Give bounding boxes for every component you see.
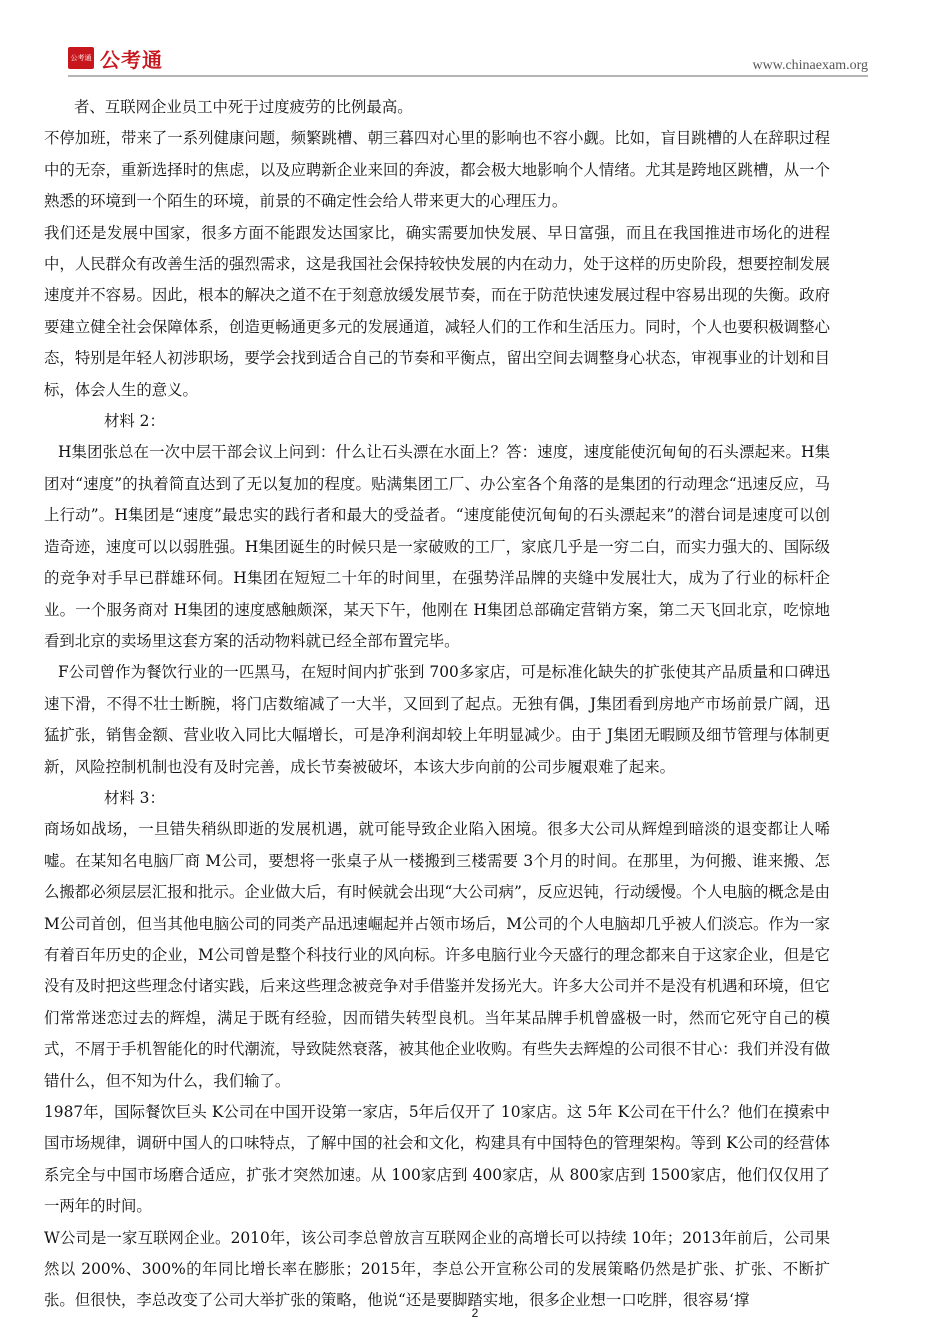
- header-divider: [68, 75, 868, 77]
- page-number: 2: [471, 1306, 479, 1320]
- brand-logo: [68, 46, 163, 70]
- paragraph-7: 1987年，国际餐饮巨头 K公司在中国开设第一家店，5年后仅开了 10家店。这 5年 K公司在干什么？他们在摸索中国市场规律，调研中国人的口味特点，了解中国的社会和文化，构建具有中国特色的管理架构。等到 K公司的经营体系完全与中国市场磨合适应，扩张才突然加速。从 100家店到 400家店，从 800家店到 1500家店，他们仅仅用了一两年的时间。: [44, 1103, 830, 1216]
- paragraph-6: 商场如战场，一旦错失稍纵即逝的发展机遇，就可能导致企业陷入困境。很多大公司从辉煌到暗淡的退变都让人唏嘘。在某知名电脑厂商 M公司，要想将一张桌子从一楼搬到三楼需要 3个月的时间。在那里，为何搬、谁来搬、怎么搬都必须层层汇报和批示。企业做大后，有时候就会出现“大公司病”，反应迟钝，行动缓慢。个人电脑的概念是由 M公司首创，但当其他电脑公司的同类产品迅速崛起并占领市场后，M公司的个人电脑却几乎被人们淡忘。作为一家有着百年历史的企业，M公司曾是整个科技行业的风向标。许多电脑行业今天盛行的理念都来自于这家企业，但是它没有及时把这些理念付诸实践，后来这些理念被竞争对手借鉴并发扬光大。许多大公司并不是没有机遇和环境，但它们常常迷恋过去的辉煌，满足于既有经验，因而错失转型良机。当年某品牌手机曾盛极一时，然而它死守自己的模式，不屑于手机智能化的时代潮流，导致陡然衰落，被其他企业收购。有些失去辉煌的公司很不甘心：我们并没有做错什么，但不知为什么，我们输了。: [44, 820, 830, 1090]
- paragraph-4: H集团张总在一次中层干部会议上问到：什么让石头漂在水面上？答：速度，速度能使沉甸甸的石头漂起来。H集团对“速度”的执着简直达到了无以复加的程度。贴满集团工厂、办公室各个角落的是集团的行动理念“迅速反应，马上行动”。H集团是“速度”最忠实的践行者和最大的受益者。“速度能使沉甸甸的石头漂起来”的潜台词是速度可以创造奇迹，速度可以以弱胜强。H集团诞生的时候只是一家破败的工厂，家底几乎是一穷二白，而实力强大的、国际级的竞争对手早已群雄环伺。H集团在短短二十年的时间里，在强势洋品牌的夹缝中发展壮大，成为了行业的标杆企业。一个服务商对 H集团的速度感触颇深，某天下午，他刚在 H集团总部确定营销方案，第二天飞回北京，吃惊地看到北京的卖场里这套方案的活动物料就已经全部布置完毕。: [44, 443, 830, 650]
- paragraph-5: F公司曾作为餐饮行业的一匹黑马，在短时间内扩张到 700多家店，可是标准化缺失的扩张使其产品质量和口碑迅速下滑，不得不壮士断腕，将门店数缩减了一大半，又回到了起点。无独有偶，J集团看到房地产市场前景广阔，迅猛扩张，销售金额、营业收入同比大幅增长，可是净利润却较上年明显减少。由于 J集团无暇顾及细节管理与体制更新，风险控制机制也没有及时完善，成长节奏被破坏，本该大步向前的公司步履艰难了起来。: [44, 663, 830, 776]
- logo-text: 公考通: [100, 47, 163, 72]
- logo-badge-icon: 公考通: [68, 47, 94, 69]
- document-body: [44, 92, 830, 1317]
- paragraph-3: 我们还是发展中国家，很多方面不能跟发达国家比，确实需要加快发展、早日富强，而且在我国推进市场化的进程中，人民群众有改善生活的强烈需求，这是我国社会保持较快发展的内在动力，处于这样的历史阶段，想要控制发展速度并不容易。因此，根本的解决之道不在于刻意放缓发展节奏，而在于防范快速发展过程中容易出现的失衡。政府要建立健全社会保障体系，创造更畅通更多元的发展通道，减轻人们的工作和生活压力。同时，个人也要积极调整心态，特别是年轻人初涉职场，要学会找到适合自己的节奏和平衡点，留出空间去调整身心状态，审视事业的计划和目标，体会人生的意义。: [44, 223, 830, 399]
- material-2-heading: 材料 2：: [104, 412, 165, 431]
- paragraph-8: W公司是一家互联网企业。2010年，该公司李总曾放言互联网企业的高增长可以持续 10年；2013年前后，公司果然以 200%、300%的年同比增长率在膨胀；2015年，李总公开宣称公司的发展策略仍然是扩张、扩张、不断扩张。但很快，李总改变了公司大举扩张的策略，他说“还是要脚踏实地，很多企业想一口吃胖，很容易‘撑: [44, 1228, 830, 1310]
- page-header: [68, 40, 868, 76]
- paragraph-2: 不停加班，带来了一系列健康问题，频繁跳槽、朝三暮四对心里的影响也不容小觑。比如，盲目跳槽的人在辞职过程中的无奈，重新选择时的焦虑，以及应聘新企业来回的奔波，都会极大地影响个人情绪。尤其是跨地区跳槽，从一个熟悉的环境到一个陌生的环境，前景的不确定性会给人带来更大的心理压力。: [44, 129, 830, 211]
- paragraph-1: 者、互联网企业员工中死于过度疲劳的比例最高。: [74, 98, 413, 116]
- site-url: www.chinaexam.org: [752, 58, 868, 73]
- material-3-heading: 材料 3：: [104, 788, 165, 807]
